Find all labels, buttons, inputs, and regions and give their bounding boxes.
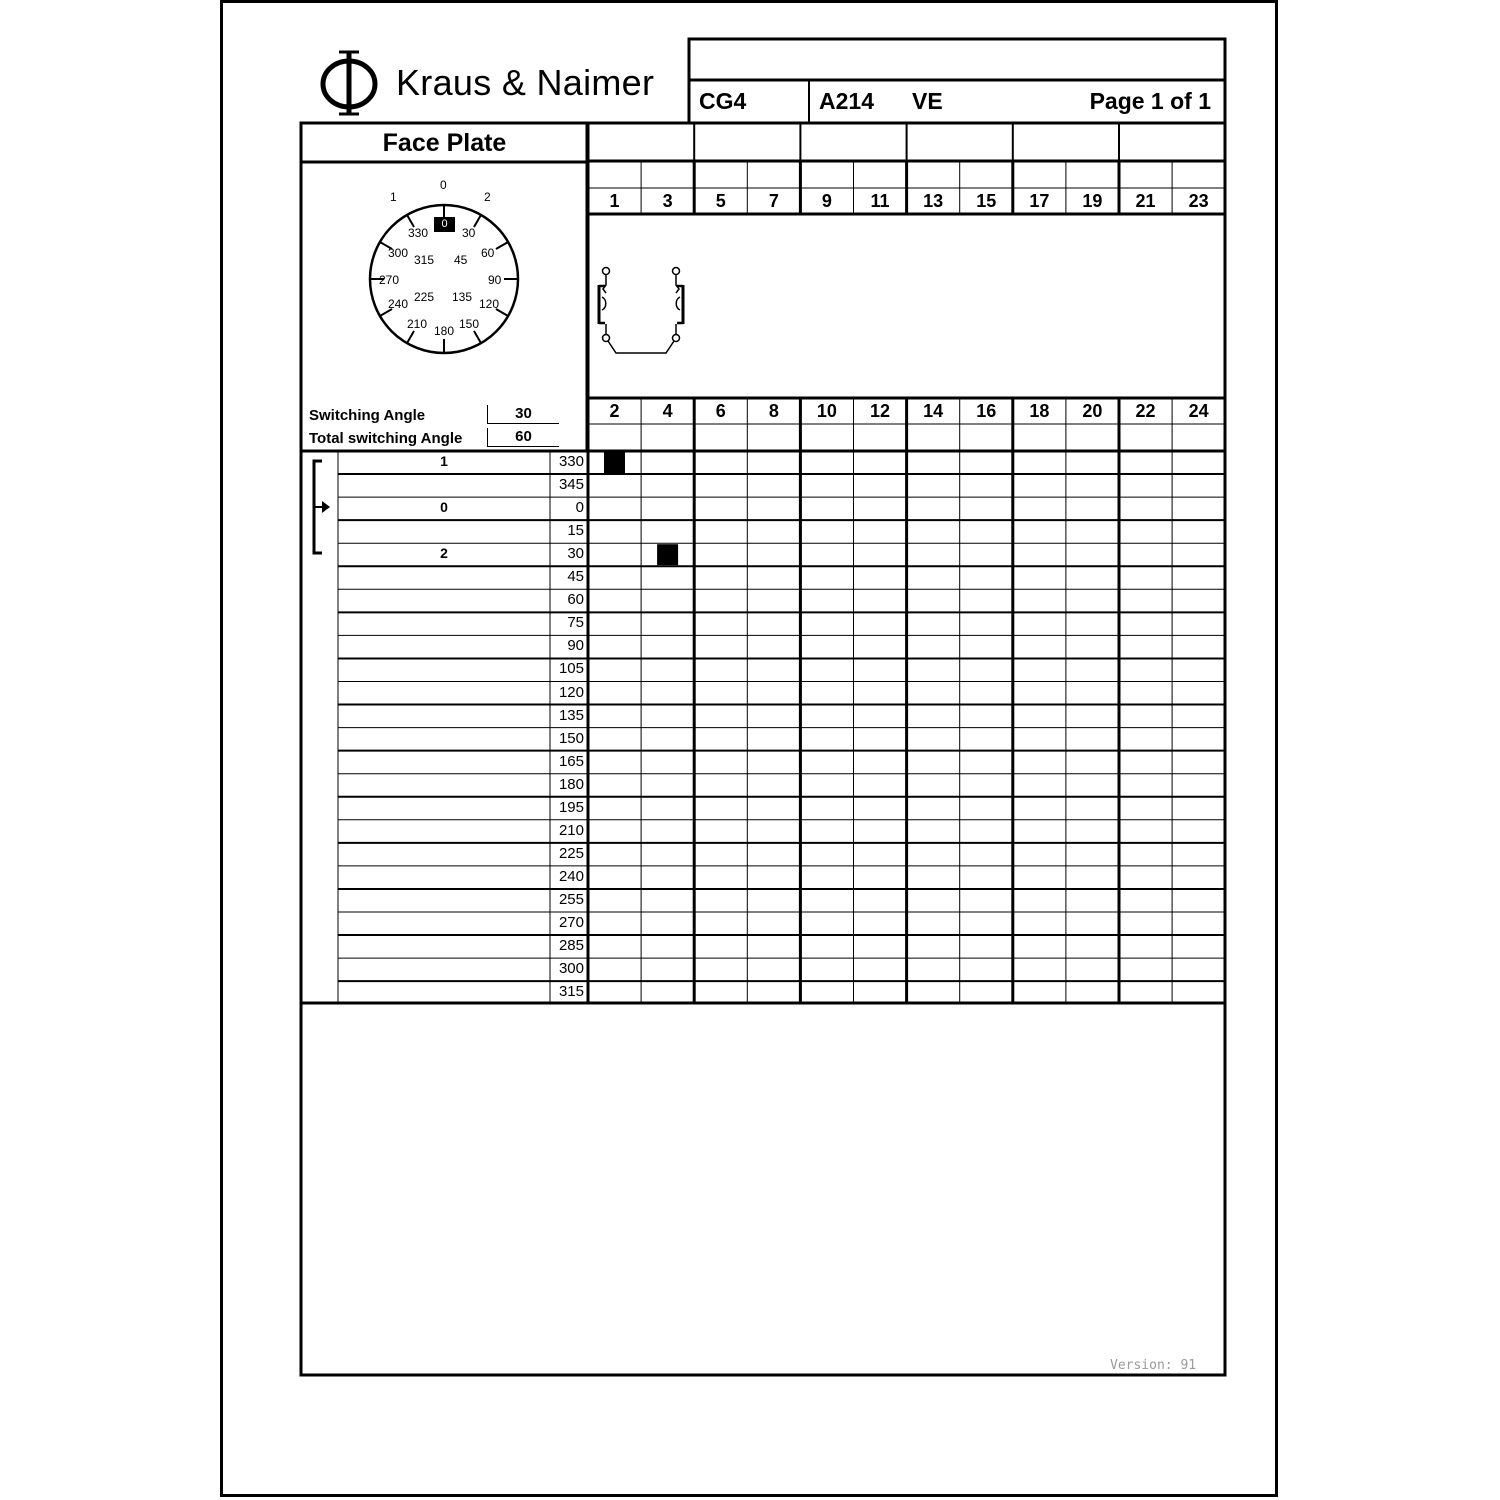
- position-angle: 0: [575, 499, 584, 517]
- terminal-bottom-label: 6: [715, 401, 726, 421]
- position-angle: 120: [558, 683, 584, 701]
- position-row: [338, 497, 587, 520]
- position-angle: 315: [558, 983, 584, 1001]
- dial-tick: [496, 242, 508, 249]
- position-row: [338, 981, 587, 1004]
- terminal-top-label: 19: [1082, 191, 1103, 211]
- dial-degree-label: 330: [408, 226, 429, 240]
- position-angle: 285: [558, 937, 584, 955]
- dial-selected-position: 0: [434, 217, 455, 232]
- terminal-bottom-label: 2: [609, 401, 620, 421]
- position-angle: 270: [558, 914, 584, 931]
- terminal-bottom-label: 24: [1188, 401, 1209, 421]
- total-switching-angle-value: 60: [487, 428, 559, 447]
- position-angle: 330: [558, 453, 584, 470]
- total-switching-angle-label: Total switching Angle: [309, 430, 463, 447]
- position-row: [338, 474, 587, 497]
- dial-degree-label: 60: [481, 246, 495, 260]
- terminal-top-label: 1: [609, 191, 620, 211]
- terminal-bottom-label: 22: [1135, 401, 1156, 421]
- position-row: [338, 520, 587, 543]
- dial-degree-label: 180: [434, 324, 455, 338]
- terminal-bottom-label: 16: [976, 401, 997, 421]
- dial-degree-label: 210: [407, 317, 428, 331]
- position-row: [338, 589, 587, 612]
- position-label: 2: [440, 545, 448, 562]
- position-label: 0: [440, 499, 448, 516]
- position-angle: 45: [567, 568, 584, 586]
- position-row: [338, 451, 587, 474]
- terminal-top-label: 21: [1135, 191, 1156, 211]
- position-angle: 240: [558, 867, 584, 885]
- terminal-top-label: 15: [976, 191, 997, 211]
- position-row: [338, 612, 587, 635]
- position-row: [338, 889, 587, 912]
- terminal-bottom-label: 18: [1029, 401, 1050, 421]
- face-plate-title: Face Plate: [382, 129, 507, 157]
- contact-symbol-icon: [599, 268, 683, 354]
- position-angle: 90: [567, 637, 584, 655]
- position-bracket-icon: [314, 461, 330, 553]
- terminal-top-label: 23: [1188, 191, 1209, 211]
- version-label: Version: 91: [1110, 1358, 1197, 1373]
- terminal-bottom-label: 4: [662, 401, 673, 421]
- position-row: [338, 705, 587, 728]
- switching-angle-value: 30: [487, 405, 559, 424]
- dial-degree-label: 225: [414, 290, 435, 304]
- position-angle: 75: [567, 614, 584, 632]
- position-row: [338, 566, 587, 589]
- dial-degree-label: 315: [414, 253, 435, 267]
- dial-outer-label: 0: [440, 178, 447, 192]
- dial-outer-label: 2: [484, 190, 491, 204]
- terminal-top-label: 3: [662, 191, 673, 211]
- dial-degree-label: 240: [388, 297, 409, 311]
- position-angle: 105: [558, 660, 584, 678]
- position-angle: 195: [558, 798, 584, 816]
- position-row: [338, 728, 587, 751]
- dial-outer-label: 1: [390, 190, 397, 204]
- position-row: [338, 543, 587, 566]
- position-row: [338, 751, 587, 774]
- position-angle: 30: [567, 545, 584, 563]
- position-angle: 165: [558, 752, 584, 770]
- position-row: [338, 635, 587, 658]
- position-label: 1: [440, 453, 448, 469]
- terminal-top-label: 9: [821, 191, 832, 211]
- position-row: [338, 935, 587, 958]
- position-angle: 60: [567, 591, 584, 609]
- dial-tick: [407, 331, 414, 343]
- terminal-bottom-label: 12: [870, 401, 891, 421]
- program-code: A214: [819, 88, 874, 114]
- terminal-top-label: 7: [768, 191, 779, 211]
- dial-degree-label: 300: [388, 246, 409, 260]
- dial-degree-label: 45: [454, 253, 468, 267]
- dial-degree-label: 270: [379, 273, 400, 287]
- position-angle: 300: [558, 960, 584, 978]
- terminal-bottom-label: 8: [768, 401, 779, 421]
- position-angle: 255: [558, 890, 584, 908]
- kraus-naimer-logo-icon: [323, 52, 375, 114]
- position-row: [338, 958, 587, 981]
- terminal-top-label: 17: [1029, 191, 1050, 211]
- position-row: [338, 866, 587, 889]
- position-row: [338, 682, 587, 705]
- position-angle: 150: [558, 729, 584, 747]
- position-angle: 135: [558, 706, 584, 724]
- dial-degree-label: 150: [459, 317, 480, 331]
- terminal-top-label: 11: [870, 191, 890, 211]
- position-row: [338, 797, 587, 820]
- dial-degree-label: 90: [488, 273, 502, 287]
- position-angle: 225: [558, 844, 584, 862]
- position-angle: 210: [558, 821, 584, 839]
- position-row: [338, 912, 587, 935]
- terminal-bottom-label: 14: [923, 401, 944, 421]
- contact-closed-mark: [604, 452, 625, 473]
- terminal-bottom-label: 10: [816, 401, 837, 421]
- terminal-top-label: 5: [715, 191, 726, 211]
- contact-closed-mark: [657, 544, 678, 565]
- position-angle: 180: [558, 775, 584, 793]
- series-code: CG4: [699, 88, 747, 114]
- dial-tick: [474, 331, 481, 343]
- position-row: [338, 843, 587, 866]
- switching-angle-label: Switching Angle: [309, 407, 426, 424]
- position-angle: 15: [567, 522, 584, 540]
- dial-degree-label: 135: [452, 290, 473, 304]
- position-row: [338, 774, 587, 797]
- position-row: [338, 658, 587, 681]
- terminal-bottom-label: 20: [1082, 401, 1103, 421]
- brand-name: Kraus & Naimer: [396, 62, 655, 103]
- page-number: Page 1 of 1: [1089, 88, 1211, 114]
- position-angle: 345: [558, 476, 584, 494]
- terminal-top-label: 13: [923, 191, 944, 211]
- variant-code: VE: [912, 88, 943, 114]
- dial-degree-label: 30: [462, 226, 476, 240]
- position-row: [338, 820, 587, 843]
- dial-degree-label: 120: [479, 297, 500, 311]
